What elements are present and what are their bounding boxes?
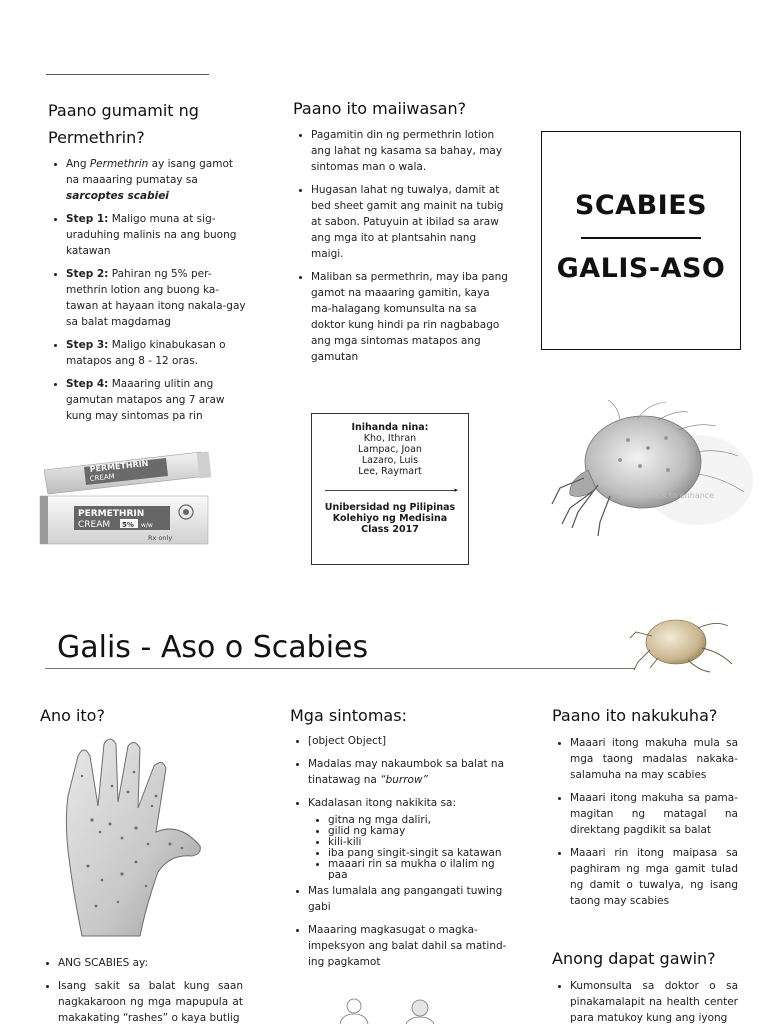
symptom-item: • Madalas may nakaumbok sa balat na tinatawag na “burrow” [308, 756, 508, 788]
mite-watermark: please click to enhance [620, 491, 715, 500]
body-locations-list [308, 815, 508, 881]
body-figures-illustration [330, 996, 450, 1024]
svg-text:w/w: w/w [141, 522, 153, 529]
svg-text:Rx only: Rx only [148, 534, 173, 542]
step-1-item: • Step 1: Maligo muna at sig-uraduhing malinis na ang buong katawan [66, 211, 246, 259]
svg-text:CREAM: CREAM [89, 472, 116, 483]
transmission-item: • Maaari itong makuha sa pama-magitan ng matagal na direktang pagdikit sa balat [570, 790, 738, 838]
body-location-item: • gitna ng mga daliri, [328, 815, 508, 826]
credits-college: Kolehiyo ng Medisina [332, 513, 448, 524]
credits-box [311, 413, 469, 565]
credits-name: Kho, Ithran [363, 433, 417, 444]
transmission-item: • Maaari rin itong maipasa sa paghiram ng mga gamit tulad ng damit o tuwalya, ng isang taong may scabies [570, 845, 738, 909]
symptoms-heading: Mga sintomas: [290, 706, 407, 725]
prevention-item: • Pagamitin din ng permethrin lotion ang lahat ng kasama sa bahay, may sintomas man o wala. [311, 127, 511, 175]
main-title: Galis - Aso o Scabies [57, 630, 369, 665]
symptom-item: • [object Object] [308, 733, 508, 749]
top-left-rule [46, 74, 209, 75]
cover-title-box [541, 131, 741, 350]
prevention-item: • Hugasan lahat ng tuwalya, damit at bed sheet gamit ang mainit na tubig at sabon. Patuyuin at ibilad sa araw ang mga ito at plantsahin nang maigi. [311, 182, 511, 262]
symptom-item: • Kadalasan itong nakikita sa: • gitna ng mga daliri, • gilid ng kamay • kili-kili • iba pang singit-singit sa katawan • maaari rin sa mukha o ilalim ng paa [308, 795, 508, 881]
what-to-do-item: • Kumonsulta sa doktor o sa pinakamalapit na health center para matukoy kung ang iyong [570, 978, 738, 1026]
scabies-hand-illustration [52, 736, 222, 946]
what-is-it-item: • ANG SCABIES ay: [58, 955, 243, 971]
what-to-do-heading: Anong dapat gawin? [552, 949, 716, 968]
small-mite-icon [628, 612, 734, 674]
step-3-item: • Step 3: Maligo kinabukasan o matapos ang 8 - 12 oras. [66, 337, 246, 369]
prevention-heading: Paano ito maiiwasan? [293, 99, 467, 118]
credits-name: Lee, Raymart [358, 466, 422, 477]
prevention-list [293, 127, 511, 372]
credits-name: Lampac, Joan [358, 444, 422, 455]
prevention-item: • Maliban sa permethrin, may iba pang gamot na maaaring gamitin, kaya ma-halagang komunsulta na sa doktor kung hindi pa rin nagbabago ang mga sintomas matapos ang gamutan [311, 269, 511, 365]
body-location-item: • iba pang singit-singit sa katawan [328, 848, 508, 859]
transmission-heading: Paano ito nakukuha? [552, 706, 718, 725]
symptom-item: • Maaaring magkasugat o magka-impeksyon ang balat dahil sa matind-ing pagkamot [308, 922, 508, 970]
svg-text:5%: 5% [122, 521, 134, 529]
cover-title-scabies: SCABIES [574, 190, 708, 221]
what-is-it-item: • Isang sakit sa balat kung saan nagkakaroon ng mga mapupula at makakating “rashes” o kaya butlig [58, 978, 243, 1026]
cover-title-divider [581, 237, 701, 239]
cover-title-galis-aso: GALIS-ASO [556, 253, 726, 284]
svg-text:CREAM: CREAM [78, 520, 111, 530]
scabies-mite-illustration [548, 400, 760, 540]
what-to-do-list [552, 978, 738, 1033]
credits-class: Class 2017 [361, 524, 419, 535]
permethrin-intro-item: • Ang Permethrin ay isang gamot na maaaring pumatay sa sarcoptes scabiei [66, 156, 246, 204]
body-location-item: • gilid ng kamay [328, 826, 508, 837]
body-location-item: • maaari rin sa mukha o ilalim ng paa [328, 859, 508, 881]
credits-title: Inihanda nina: [351, 422, 429, 433]
what-is-it-list [40, 955, 243, 1033]
credits-divider: ▸ [325, 490, 455, 491]
symptoms-list [290, 733, 508, 977]
permethrin-steps-list [48, 156, 246, 431]
permethrin-heading: Paano gumamit ng Permethrin? [48, 101, 199, 147]
credits-name: Lazaro, Luis [361, 455, 419, 466]
main-title-rule [45, 668, 635, 669]
body-location-item: • kili-kili [328, 837, 508, 848]
transmission-list [552, 735, 738, 916]
step-2-item: • Step 2: Pahiran ng 5% per-methrin lotion ang buong ka-tawan at hayaan itong nakala-gay sa balat magdamag [66, 266, 246, 330]
svg-text:PERMETHRIN: PERMETHRIN [89, 458, 149, 474]
step-4-item: • Step 4: Maaaring ulitin ang gamutan matapos ang 7 araw kung may sintomas pa rin [66, 376, 246, 424]
symptom-item: • Mas lumalala ang pangangati tuwing gabi [308, 883, 508, 915]
what-is-it-heading: Ano ito? [40, 706, 105, 725]
svg-text:PERMETHRIN: PERMETHRIN [78, 509, 145, 519]
credits-school: Unibersidad ng Pilipinas [324, 502, 456, 513]
permethrin-product-image [36, 448, 236, 550]
transmission-item: • Maaari itong makuha mula sa mga taong madalas nakaka-salamuha na may scabies [570, 735, 738, 783]
